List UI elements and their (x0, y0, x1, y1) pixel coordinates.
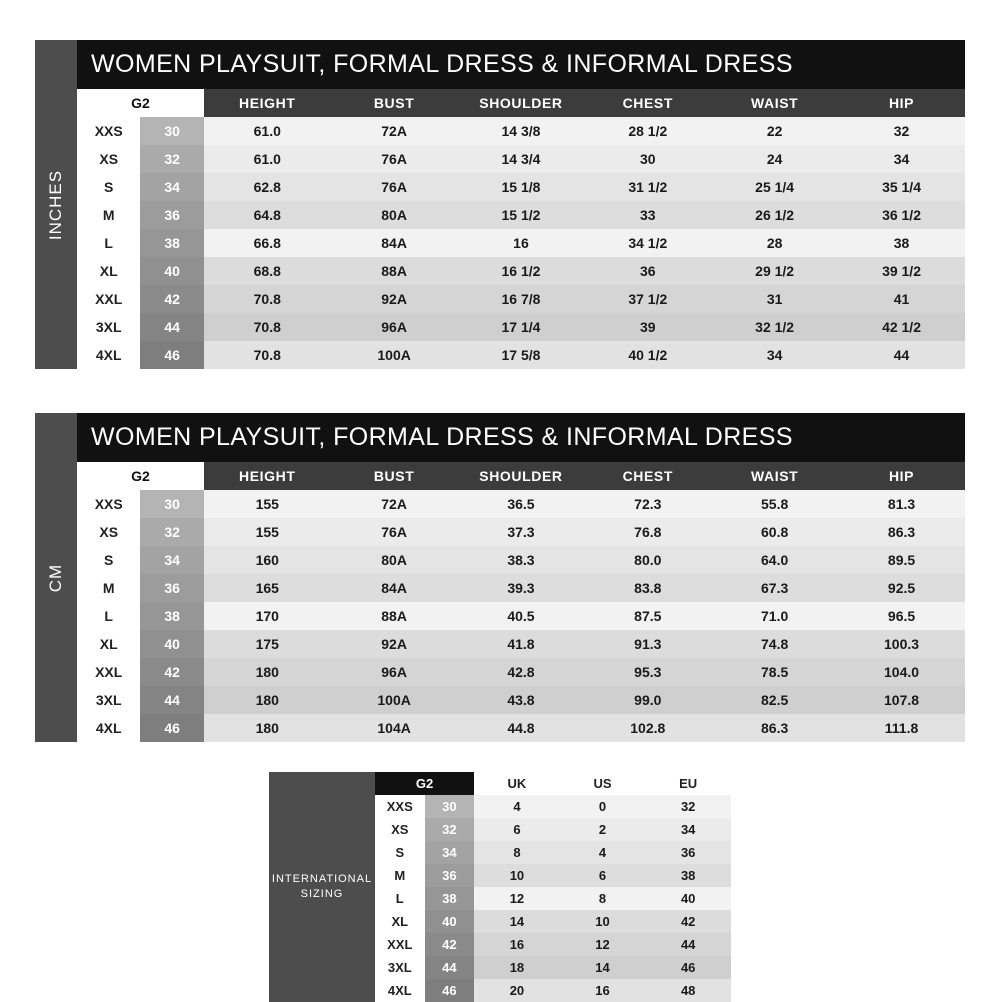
inches-size-name: XXS (77, 117, 140, 145)
inches-cell-bust: 84A (331, 229, 458, 257)
intl-cell-uk: 6 (474, 818, 560, 841)
cm-size-number: 32 (140, 518, 203, 546)
table-row (375, 887, 731, 910)
intl-size-number: 34 (425, 841, 475, 864)
cm-cell-waist: 78.5 (711, 658, 838, 686)
inches-cell-height: 70.8 (204, 285, 331, 313)
intl-cell-us: 4 (560, 841, 646, 864)
inches-cell-chest: 34 1/2 (584, 229, 711, 257)
cm-size-number: 36 (140, 574, 203, 602)
inches-cell-shoulder: 16 7/8 (458, 285, 585, 313)
cm-cell-hip: 100.3 (838, 630, 965, 658)
table-row (375, 933, 731, 956)
intl-size-number: 30 (425, 795, 475, 818)
cm-cell-hip: 107.8 (838, 686, 965, 714)
intl-size-number: 36 (425, 864, 475, 887)
inches-cell-hip: 36 1/2 (838, 201, 965, 229)
inches-size-number: 44 (140, 313, 203, 341)
cm-size-number: 30 (140, 490, 203, 518)
inches-cell-waist: 24 (711, 145, 838, 173)
inches-cell-shoulder: 15 1/8 (458, 173, 585, 201)
inches-size-name: XXL (77, 285, 140, 313)
table-row (77, 658, 965, 686)
intl-cell-eu: 38 (645, 864, 731, 887)
intl-size-number: 44 (425, 956, 475, 979)
inches-header-height: HEIGHT (204, 89, 331, 117)
inches-cell-chest: 37 1/2 (584, 285, 711, 313)
inches-cell-height: 61.0 (204, 145, 331, 173)
cm-size-chart (35, 413, 965, 742)
cm-size-number: 34 (140, 546, 203, 574)
inches-header-hip: HIP (838, 89, 965, 117)
inches-cell-height: 62.8 (204, 173, 331, 201)
inches-cell-height: 70.8 (204, 313, 331, 341)
table-row (375, 795, 731, 818)
cm-size-number: 40 (140, 630, 203, 658)
inches-cell-waist: 26 1/2 (711, 201, 838, 229)
cm-cell-height: 155 (204, 518, 331, 546)
cm-cell-height: 155 (204, 490, 331, 518)
cm-cell-chest: 76.8 (584, 518, 711, 546)
inches-cell-height: 64.8 (204, 201, 331, 229)
cm-size-number: 42 (140, 658, 203, 686)
inches-cell-shoulder: 16 (458, 229, 585, 257)
inches-cell-waist: 31 (711, 285, 838, 313)
inches-cell-chest: 30 (584, 145, 711, 173)
inches-chart-body (77, 40, 965, 369)
inches-cell-shoulder: 17 1/4 (458, 313, 585, 341)
international-sizing-table (375, 772, 731, 1002)
cm-cell-bust: 96A (331, 658, 458, 686)
inches-header-bust: BUST (331, 89, 458, 117)
inches-size-chart (35, 40, 965, 369)
intl-cell-eu: 34 (645, 818, 731, 841)
inches-cell-hip: 39 1/2 (838, 257, 965, 285)
cm-cell-bust: 76A (331, 518, 458, 546)
intl-size-number: 38 (425, 887, 475, 910)
cm-cell-shoulder: 41.8 (458, 630, 585, 658)
inches-cell-chest: 33 (584, 201, 711, 229)
cm-cell-chest: 91.3 (584, 630, 711, 658)
cm-cell-shoulder: 39.3 (458, 574, 585, 602)
inches-cell-shoulder: 14 3/8 (458, 117, 585, 145)
intl-cell-eu: 46 (645, 956, 731, 979)
table-row (77, 285, 965, 313)
intl-cell-eu: 36 (645, 841, 731, 864)
cm-header-bust: BUST (331, 462, 458, 490)
inches-size-number: 40 (140, 257, 203, 285)
inches-size-number: 34 (140, 173, 203, 201)
inches-cell-waist: 25 1/4 (711, 173, 838, 201)
cm-chart-body (77, 413, 965, 742)
table-row (77, 602, 965, 630)
cm-unit-label-text: CM (45, 563, 65, 592)
inches-cell-height: 68.8 (204, 257, 331, 285)
cm-cell-waist: 60.8 (711, 518, 838, 546)
cm-cell-bust: 92A (331, 630, 458, 658)
cm-size-name: M (77, 574, 140, 602)
intl-header-g2: G2 (375, 772, 474, 795)
cm-cell-shoulder: 43.8 (458, 686, 585, 714)
inches-cell-chest: 28 1/2 (584, 117, 711, 145)
cm-cell-chest: 80.0 (584, 546, 711, 574)
inches-size-number: 42 (140, 285, 203, 313)
intl-header-us: US (560, 772, 646, 795)
cm-cell-shoulder: 38.3 (458, 546, 585, 574)
cm-cell-shoulder: 44.8 (458, 714, 585, 742)
intl-cell-us: 0 (560, 795, 646, 818)
inches-cell-height: 66.8 (204, 229, 331, 257)
inches-size-name: L (77, 229, 140, 257)
cm-header-shoulder: SHOULDER (458, 462, 585, 490)
cm-cell-waist: 71.0 (711, 602, 838, 630)
inches-size-number: 30 (140, 117, 203, 145)
inches-unit-label (35, 40, 77, 369)
cm-size-number: 38 (140, 602, 203, 630)
intl-cell-us: 12 (560, 933, 646, 956)
cm-cell-chest: 72.3 (584, 490, 711, 518)
table-row (375, 910, 731, 933)
table-row (77, 686, 965, 714)
inches-size-name: S (77, 173, 140, 201)
table-row (375, 841, 731, 864)
inches-table-header-row (77, 89, 965, 117)
cm-unit-label (35, 413, 77, 742)
inches-cell-bust: 76A (331, 173, 458, 201)
cm-cell-shoulder: 40.5 (458, 602, 585, 630)
inches-cell-hip: 35 1/4 (838, 173, 965, 201)
inches-header-waist: WAIST (711, 89, 838, 117)
cm-cell-chest: 95.3 (584, 658, 711, 686)
table-row (375, 818, 731, 841)
inches-cell-hip: 32 (838, 117, 965, 145)
inches-header-chest: CHEST (584, 89, 711, 117)
cm-cell-hip: 89.5 (838, 546, 965, 574)
cm-header-g2: G2 (77, 462, 204, 490)
cm-cell-bust: 100A (331, 686, 458, 714)
inches-cell-waist: 34 (711, 341, 838, 369)
cm-cell-waist: 86.3 (711, 714, 838, 742)
international-sizing-section (35, 772, 965, 1002)
table-row (77, 574, 965, 602)
inches-cell-bust: 80A (331, 201, 458, 229)
intl-cell-eu: 32 (645, 795, 731, 818)
inches-size-name: XL (77, 257, 140, 285)
cm-cell-bust: 104A (331, 714, 458, 742)
intl-cell-uk: 12 (474, 887, 560, 910)
table-row (77, 630, 965, 658)
section-spacer (35, 369, 965, 413)
cm-table (77, 462, 965, 742)
intl-cell-uk: 20 (474, 979, 560, 1002)
inches-cell-chest: 39 (584, 313, 711, 341)
intl-cell-uk: 8 (474, 841, 560, 864)
inches-size-name: XS (77, 145, 140, 173)
cm-cell-chest: 99.0 (584, 686, 711, 714)
intl-cell-eu: 42 (645, 910, 731, 933)
inches-cell-hip: 44 (838, 341, 965, 369)
cm-cell-hip: 104.0 (838, 658, 965, 686)
table-row (77, 229, 965, 257)
intl-cell-uk: 18 (474, 956, 560, 979)
inches-cell-bust: 92A (331, 285, 458, 313)
intl-size-name: 4XL (375, 979, 425, 1002)
inches-size-name: M (77, 201, 140, 229)
cm-cell-waist: 74.8 (711, 630, 838, 658)
cm-cell-hip: 81.3 (838, 490, 965, 518)
table-row (77, 714, 965, 742)
cm-cell-height: 180 (204, 714, 331, 742)
cm-size-number: 46 (140, 714, 203, 742)
cm-size-name: XXS (77, 490, 140, 518)
cm-header-chest: CHEST (584, 462, 711, 490)
intl-cell-us: 8 (560, 887, 646, 910)
cm-size-name: XL (77, 630, 140, 658)
cm-cell-bust: 72A (331, 490, 458, 518)
inches-cell-waist: 28 (711, 229, 838, 257)
inches-cell-bust: 100A (331, 341, 458, 369)
table-row (77, 490, 965, 518)
international-sizing-label-text (272, 872, 372, 903)
inches-size-number: 36 (140, 201, 203, 229)
intl-size-number: 32 (425, 818, 475, 841)
inches-cell-shoulder: 17 5/8 (458, 341, 585, 369)
inches-size-name: 3XL (77, 313, 140, 341)
intl-cell-eu: 48 (645, 979, 731, 1002)
cm-size-name: L (77, 602, 140, 630)
inches-cell-bust: 76A (331, 145, 458, 173)
intl-header-uk: UK (474, 772, 560, 795)
intl-size-name: L (375, 887, 425, 910)
cm-cell-height: 175 (204, 630, 331, 658)
intl-size-name: M (375, 864, 425, 887)
table-row (77, 518, 965, 546)
inches-cell-waist: 32 1/2 (711, 313, 838, 341)
intl-table-header-row (375, 772, 731, 795)
cm-size-name: 3XL (77, 686, 140, 714)
inches-table (77, 89, 965, 369)
intl-cell-uk: 10 (474, 864, 560, 887)
cm-cell-waist: 67.3 (711, 574, 838, 602)
inches-cell-hip: 34 (838, 145, 965, 173)
inches-size-number: 38 (140, 229, 203, 257)
cm-cell-chest: 83.8 (584, 574, 711, 602)
inches-cell-hip: 42 1/2 (838, 313, 965, 341)
cm-cell-hip: 86.3 (838, 518, 965, 546)
cm-size-name: XS (77, 518, 140, 546)
table-row (77, 546, 965, 574)
cm-cell-shoulder: 37.3 (458, 518, 585, 546)
inches-chart-title: WOMEN PLAYSUIT, FORMAL DRESS & INFORMAL DRESS (77, 40, 965, 89)
intl-size-name: XXL (375, 933, 425, 956)
inches-cell-height: 61.0 (204, 117, 331, 145)
cm-cell-bust: 80A (331, 546, 458, 574)
table-row (77, 117, 965, 145)
intl-size-name: XXS (375, 795, 425, 818)
intl-cell-uk: 16 (474, 933, 560, 956)
cm-header-height: HEIGHT (204, 462, 331, 490)
cm-cell-hip: 92.5 (838, 574, 965, 602)
intl-size-name: S (375, 841, 425, 864)
cm-cell-height: 160 (204, 546, 331, 574)
inches-cell-chest: 36 (584, 257, 711, 285)
cm-cell-height: 165 (204, 574, 331, 602)
table-row (375, 979, 731, 1002)
cm-chart-title: WOMEN PLAYSUIT, FORMAL DRESS & INFORMAL DRESS (77, 413, 965, 462)
table-row (375, 956, 731, 979)
cm-cell-bust: 84A (331, 574, 458, 602)
cm-cell-waist: 82.5 (711, 686, 838, 714)
inches-cell-shoulder: 16 1/2 (458, 257, 585, 285)
inches-cell-waist: 22 (711, 117, 838, 145)
inches-cell-hip: 38 (838, 229, 965, 257)
intl-size-number: 46 (425, 979, 475, 1002)
intl-size-name: XS (375, 818, 425, 841)
international-sizing-block (269, 772, 731, 1002)
intl-cell-us: 10 (560, 910, 646, 933)
intl-size-name: 3XL (375, 956, 425, 979)
inches-unit-label-text: INCHES (46, 169, 66, 240)
inches-cell-bust: 72A (331, 117, 458, 145)
cm-cell-hip: 111.8 (838, 714, 965, 742)
cm-table-header-row (77, 462, 965, 490)
cm-size-name: S (77, 546, 140, 574)
inches-cell-hip: 41 (838, 285, 965, 313)
inches-cell-height: 70.8 (204, 341, 331, 369)
cm-cell-bust: 88A (331, 602, 458, 630)
cm-size-number: 44 (140, 686, 203, 714)
table-row (77, 173, 965, 201)
cm-cell-hip: 96.5 (838, 602, 965, 630)
intl-cell-us: 14 (560, 956, 646, 979)
intl-cell-uk: 14 (474, 910, 560, 933)
intl-header-eu: EU (645, 772, 731, 795)
table-row (77, 257, 965, 285)
table-row (77, 201, 965, 229)
cm-cell-height: 180 (204, 658, 331, 686)
table-row (77, 313, 965, 341)
inches-size-name: 4XL (77, 341, 140, 369)
international-sizing-label-line2: SIZING (300, 888, 344, 900)
inches-cell-bust: 96A (331, 313, 458, 341)
inches-cell-shoulder: 14 3/4 (458, 145, 585, 173)
inches-size-number: 46 (140, 341, 203, 369)
intl-size-number: 40 (425, 910, 475, 933)
intl-cell-eu: 40 (645, 887, 731, 910)
cm-cell-waist: 55.8 (711, 490, 838, 518)
inches-cell-bust: 88A (331, 257, 458, 285)
cm-cell-shoulder: 36.5 (458, 490, 585, 518)
cm-size-name: 4XL (77, 714, 140, 742)
international-sizing-label-line1: INTERNATIONAL (271, 872, 373, 885)
table-row (375, 864, 731, 887)
table-row (77, 145, 965, 173)
intl-cell-us: 2 (560, 818, 646, 841)
inches-header-g2: G2 (77, 89, 204, 117)
intl-cell-us: 6 (560, 864, 646, 887)
inches-cell-chest: 40 1/2 (584, 341, 711, 369)
intl-cell-uk: 4 (474, 795, 560, 818)
inches-size-number: 32 (140, 145, 203, 173)
international-sizing-label (269, 772, 375, 1002)
intl-cell-eu: 44 (645, 933, 731, 956)
intl-cell-us: 16 (560, 979, 646, 1002)
cm-header-hip: HIP (838, 462, 965, 490)
inches-header-shoulder: SHOULDER (458, 89, 585, 117)
cm-cell-height: 170 (204, 602, 331, 630)
cm-cell-chest: 87.5 (584, 602, 711, 630)
intl-size-number: 42 (425, 933, 475, 956)
cm-cell-height: 180 (204, 686, 331, 714)
inches-cell-shoulder: 15 1/2 (458, 201, 585, 229)
cm-cell-waist: 64.0 (711, 546, 838, 574)
table-row (77, 341, 965, 369)
cm-header-waist: WAIST (711, 462, 838, 490)
cm-size-name: XXL (77, 658, 140, 686)
cm-cell-shoulder: 42.8 (458, 658, 585, 686)
inches-cell-chest: 31 1/2 (584, 173, 711, 201)
inches-cell-waist: 29 1/2 (711, 257, 838, 285)
intl-size-name: XL (375, 910, 425, 933)
cm-cell-chest: 102.8 (584, 714, 711, 742)
